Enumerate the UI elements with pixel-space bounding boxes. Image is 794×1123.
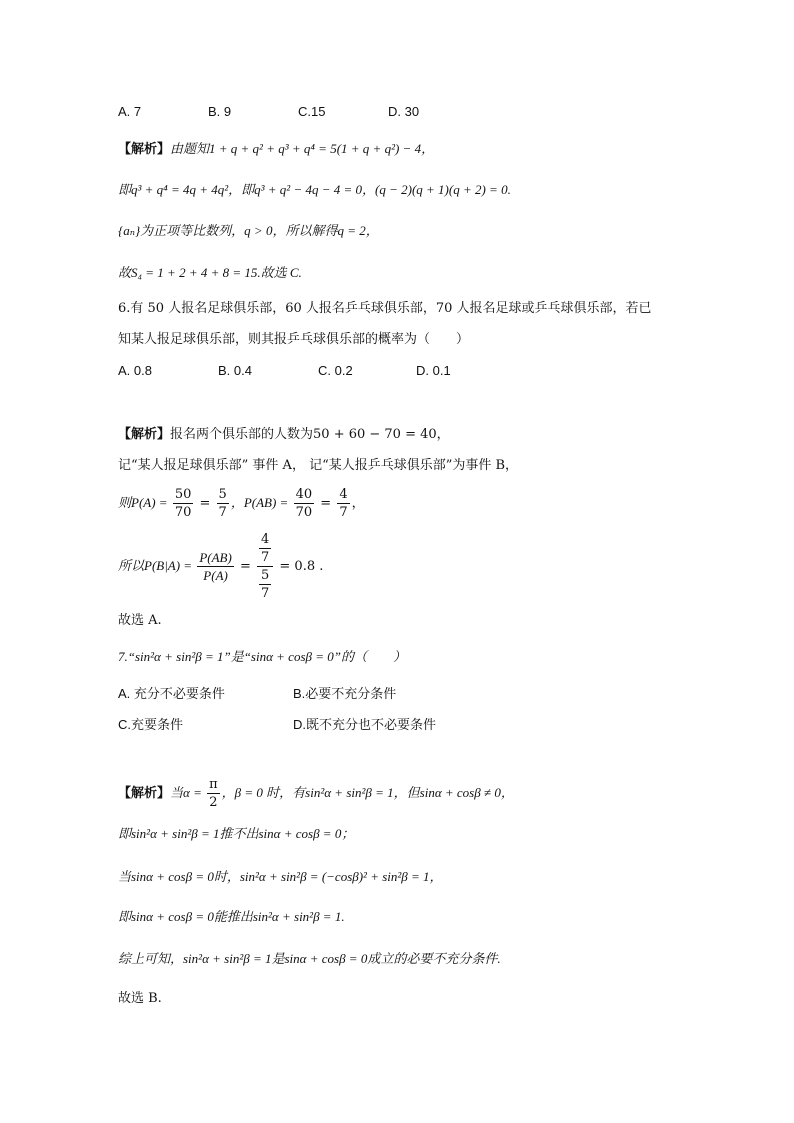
fraction-denominator: 7 bbox=[339, 505, 348, 520]
q6-conditional-line bbox=[118, 530, 323, 603]
q6-fraction-50-70 bbox=[173, 486, 194, 521]
equals-sign: = bbox=[195, 496, 215, 511]
fraction-denominator: 70 bbox=[295, 505, 313, 520]
q6-analysis-text-1: 报名两个俱乐部的人数为50 + 60 − 70 = 40， bbox=[170, 427, 450, 442]
q5-analysis-tag: 【解析】 bbox=[118, 142, 171, 157]
q7-stem bbox=[118, 648, 406, 667]
fraction-numerator: 5 bbox=[218, 487, 227, 502]
inner-numerator: 5 bbox=[260, 568, 270, 583]
fraction-numerator: P(AB) bbox=[199, 550, 232, 565]
q6-analysis-line-2: 记“某人报足球俱乐部” 事件 A， 记“某人报乒乓球俱乐部”为事件 B， bbox=[118, 458, 519, 473]
q6-option-a: A. 0.8 bbox=[118, 363, 152, 378]
q5-analysis-text-4: 故S₄ = 1 + 2 + 4 + 8 = 15.故选 C. bbox=[118, 265, 302, 280]
q7-option-c: C.充要条件 bbox=[118, 717, 184, 732]
q6-pba-label: 所以P(B|A) = bbox=[118, 558, 196, 573]
q7-analysis-text-2: 即sin²α + sin²β = 1推不出sinα + cosβ = 0； bbox=[118, 826, 355, 841]
q7-analysis-line-5 bbox=[118, 950, 501, 969]
q7-option-d: D.既不充分也不必要条件 bbox=[293, 717, 437, 732]
q6-fraction-pab-pa bbox=[197, 549, 233, 584]
q6-pab-label: ，P(AB) = bbox=[230, 495, 292, 510]
equals-sign: = bbox=[235, 559, 255, 574]
q7-stem-text: 7.“sin²α + sin²β = 1”是“sinα + cosβ = 0”的（ ） bbox=[118, 649, 406, 664]
q5-analysis-text-2: 即q³ + q⁴ = 4q + 4q²，即q³ + q² − 4q − 4 = 0，(q − 2)(q + 1)(q + 2) = 0. bbox=[118, 182, 511, 197]
q6-stem-line-1: 6.有 50 人报名足球俱乐部，60 人报名乒乓球俱乐部，70 人报名足球或乒乓球俱乐部，若已 bbox=[118, 301, 652, 316]
q7-analysis-line-4 bbox=[118, 908, 345, 927]
q6-option-b: B. 0.4 bbox=[218, 363, 252, 378]
fraction-numerator: 4 bbox=[339, 487, 348, 502]
q7-analysis-tag: 【解析】 bbox=[118, 786, 171, 801]
q7-analysis-text-5: 综上可知，sin²α + sin²β = 1是sinα + cosβ = 0成立的必要不充分条件. bbox=[118, 951, 501, 966]
fraction-denominator: 70 bbox=[174, 505, 192, 520]
q7-analysis-line-2 bbox=[118, 825, 354, 844]
q7-analysis-line-1 bbox=[118, 773, 514, 814]
complex-numerator bbox=[257, 531, 273, 567]
equals-sign: = bbox=[316, 496, 336, 511]
q5-analysis-text-1: 由题知1 + q + q² + q³ + q⁴ = 5(1 + q + q²) − 4， bbox=[170, 141, 435, 156]
q6-option-c: C. 0.2 bbox=[318, 363, 353, 378]
q6-fraction-40-70 bbox=[294, 486, 315, 521]
q5-analysis-line-2 bbox=[118, 181, 511, 200]
q6-fraction-4-7 bbox=[337, 486, 349, 521]
fraction-denominator: 2 bbox=[209, 795, 218, 810]
q6-answer-line: 故选 A. bbox=[118, 613, 162, 628]
inner-denominator: 7 bbox=[260, 550, 270, 565]
q6-complex-fraction bbox=[257, 531, 273, 602]
q7-analysis-line-3 bbox=[118, 868, 443, 887]
comma: ， bbox=[351, 496, 365, 511]
q6-analysis-line-1 bbox=[118, 426, 450, 444]
q6-analysis-tag: 【解析】 bbox=[118, 427, 171, 442]
q7-option-b: B.必要不充分条件 bbox=[293, 686, 397, 701]
q6-stem-line-2: 知某人报足球俱乐部，则其报乒乓球俱乐部的概率为（ ） bbox=[118, 332, 470, 347]
alpha-label: 当α = bbox=[170, 785, 206, 800]
q5-analysis-text-3: {aₙ}为正项等比数列，q > 0，所以解得q = 2， bbox=[118, 223, 379, 238]
fraction-numerator: 50 bbox=[174, 487, 192, 502]
q6-fraction-5-7 bbox=[217, 486, 229, 521]
fraction-denominator: 7 bbox=[218, 505, 227, 520]
q5-analysis-line-3 bbox=[118, 222, 379, 241]
q5-option-a: A. 7 bbox=[118, 104, 142, 119]
inner-denominator: 7 bbox=[260, 586, 270, 601]
q6-result: = 0.8 . bbox=[275, 559, 324, 574]
q7-analysis-text-3: 当sinα + cosβ = 0时，sin²α + sin²β = (−cosβ)² + sin²β = 1， bbox=[118, 869, 443, 884]
q6-probability-line bbox=[118, 483, 365, 524]
q7-analysis-text-4: 即sinα + cosβ = 0能推出sin²α + sin²β = 1. bbox=[118, 909, 345, 924]
fraction-denominator: P(A) bbox=[203, 568, 228, 583]
q7-fraction-pi-2 bbox=[207, 776, 220, 811]
q7-analysis-text-1: ，β = 0 时，有sin²α + sin²β = 1，但sinα + cosβ ≠ 0， bbox=[221, 785, 514, 800]
q5-analysis-line-1 bbox=[118, 140, 434, 159]
q5-analysis-line-4 bbox=[118, 264, 302, 283]
complex-denominator bbox=[257, 567, 273, 602]
q5-option-c: C.15 bbox=[298, 104, 326, 119]
q7-option-a: A. 充分不必要条件 bbox=[118, 686, 225, 701]
q5-option-b: B. 9 bbox=[208, 104, 232, 119]
q5-option-d: D. 30 bbox=[388, 104, 420, 119]
q7-answer-line: 故选 B. bbox=[118, 991, 162, 1006]
fraction-numerator: 40 bbox=[295, 487, 313, 502]
inner-numerator: 4 bbox=[260, 532, 270, 547]
q6-pa-label: 则P(A) = bbox=[118, 495, 171, 510]
q6-option-d: D. 0.1 bbox=[416, 363, 451, 378]
fraction-numerator: π bbox=[209, 777, 218, 792]
